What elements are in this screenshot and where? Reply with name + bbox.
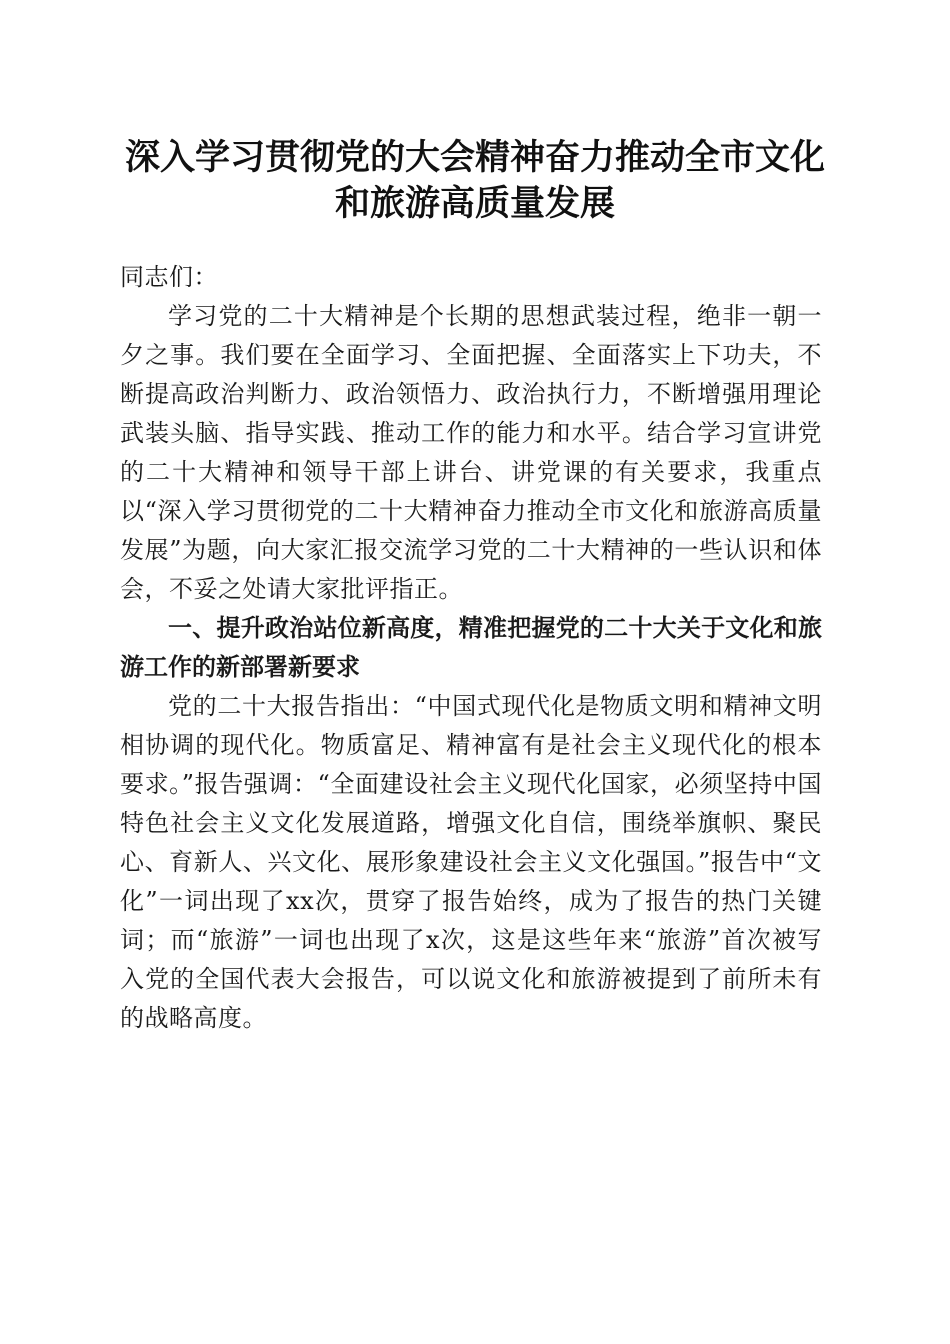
section-heading-1: 一、提升政治站位新高度，精准把握党的二十大关于文化和旅游工作的新部署新要求 <box>120 614 822 681</box>
paragraph-section-1: 党的二十大报告指出：“中国式现代化是物质文明和精神文明相协调的现代化。物质富足、精神富有是社会主义现代化的根本要求。”报告强调：“全面建设社会主义现代化国家，必须坚持中国特色社会主义文化发展道路，增强文化自信，围绕举旗帜、聚民心、育新人、兴文化、展形象建设社会主义文化强国。”报告中“文化”一词出现了xx次，贯穿了报告始终，成为了报告的热门关键词；而“旅游”一词也出现了x次，这是这些年来“旅游”首次被写入党的全国代表大会报告，可以说文化和旅游被提到了前所未有的战略高度。 <box>120 692 822 1032</box>
title-line-2: 和旅游高质量发展 <box>334 183 615 224</box>
paragraph-intro: 学习党的二十大精神是个长期的思想武装过程，绝非一朝一夕之事。我们要在全面学习、全面把握、全面落实上下功夫，不断提高政治判断力、政治领悟力、政治执行力，不断增强用理论武装头脑、指导实践、推动工作的能力和水平。结合学习宣讲党的二十大精神和领导干部上讲台、讲党课的有关要求，我重点以“深入学习贯彻党的二十大精神奋力推动全市文化和旅游高质量发展”为题，向大家汇报交流学习党的二十大精神的一些认识和体会，不妥之处请大家批评指正。 <box>120 302 822 603</box>
title-line-1: 深入学习贯彻党的大会精神奋力推动全市文化 <box>124 137 825 178</box>
salutation: 同志们： <box>120 263 218 291</box>
document-title <box>100 135 850 227</box>
document-body <box>120 258 822 1038</box>
